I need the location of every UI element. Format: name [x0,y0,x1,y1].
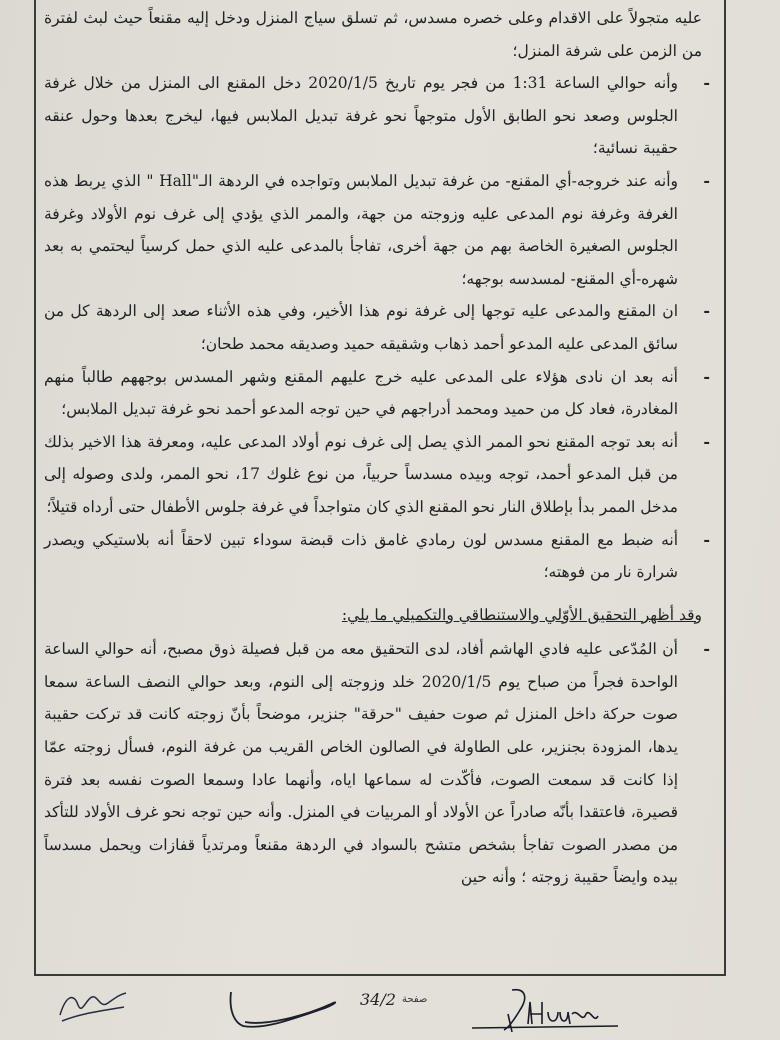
bullet-dash: - [703,529,710,549]
paragraph: - ان المقنع والمدعى عليه توجها إلى غرفة نوم هذا الأخير، وفي هذه الأثناء صعد إلى الردهة كل من سائق المدعى عليه المدعو أحمد ذهاب وشقيقه حميد وصديقه محمد طحان؛ [44,295,712,360]
signature-left [52,985,132,1030]
paragraph: - أن المُدّعى عليه فادي الهاشم أفاد، لدى التحقيق معه من قبل فصيلة ذوق مصبح، أنه حوالي الساعة الواحدة فجراً من صباح يوم 2020/1/5 خلد وزوجته إلى النوم، وبعد حوالي النصف الساعة سمعا صوت حركة داخل المنزل ثم صوت حفيف "حرقة" جنزير، موضحاً بأنّ زوجته كانت قد تركت حقيبة يدها، المزودة بجنزير، على الطاولة في الصالون الخاص القريب من غرفة النوم، فسأل زوجته عمّا إذا كانت قد سمعت الصوت، فأكّدت له سماعها اياه، وأنهما عادا وسمعا الصوت نفسه بعد فترة قصيرة، فاعتقدا بأنّه صادراً عن الأولاد أو المربيات في المنزل. وأنه حين توجه نحو غرف الأولاد للتأكد من مصدر الصوت تفاجأ بشخص متشح بالسواد في الردهة مقنعاً ومرتدياً قفازات ويحمل مسدساً بيده وايضاً حقيبة زوجته ؛ وأنه حين [44,633,712,894]
paragraph: - وأنه حوالي الساعة 1:31 من فجر يوم تاريخ 2020/1/5 دخل المقنع الى المنزل من خلال غرفة الجلوس وصعد نحو الطابق الأول متوجهاً نحو غرفة تبديل الملابس فيها، ليخرج بعدها وحول عنقه حقيبة نسائية؛ [44,67,712,165]
paragraph: - وأنه عند خروجه-أي المقنع- من غرفة تبديل الملابس وتواجده في الردهة الـ"Hall " الذي يربط هذه الغرفة وغرفة نوم المدعى عليه وزوجته من جهة، والممر الذي يؤدي إلى غرف نوم الأولاد وغرفة الجلوس الصغيرة الخاصة بهم من جهة أخرى، تفاجأ بالمدعى عليه الذي حمل كرسياً ليحتمي به بعد شهره-أي المقنع- لمسدسه بوجهه؛ [44,165,712,295]
page-label: صفحة [402,994,428,1005]
bullet-dash: - [703,431,710,451]
signature-right [468,984,628,1034]
signature-middle [225,982,345,1032]
bullet-dash: - [703,366,710,386]
paragraph: عليه متجولاً على الاقدام وعلى خصره مسدس، ثم تسلق سياج المنزل ودخل إليه مقنعاً حيث لبث لفترة من الزمن على شرفة المنزل؛ [44,9,702,60]
section-heading: وقد أظهر التحقيق الأوّلي والاستنطاقي والتكميلي ما يلي: [341,605,702,624]
document-body [44,2,712,894]
bullet-dash: - [703,301,710,321]
bullet-dash: - [703,73,710,93]
paragraph: - أنه بعد توجه المقنع نحو الممر الذي يصل إلى غرف نوم أولاد المدعى عليه، ومعرفة هذا الاخير بذلك من قبل المدعو أحمد، توجه وبيده مسدساً حربياً، من نوع غلوك 17، نحو الممر، ولدى وصوله إلى مدخل الممر بدأ بإطلاق النار نحو المقنع الذي كان متواجداً في غرفة جلوس الأطفال حتى أرداه قتيلاً؛ [44,426,712,524]
bullet-dash: - [703,170,710,190]
paragraph: - أنه بعد ان نادى هؤلاء على المدعى عليه خرج عليهم المقنع وشهر المسدس بوجههم طالباً منهم المغادرة، فعاد كل من حميد ومحمد أدراجهم في حين توجه المدعو أحمد نحو غرفة تبديل الملابس؛ [44,361,712,426]
page-number: 34/2 [360,990,396,1009]
bullet-dash: - [703,639,710,659]
paragraph: - أنه ضبط مع المقنع مسدس لون رمادي غامق ذات قبضة سوداء تبين لاحقاً أنه بلاستيكي ويصدر شرارة نار من فوهته؛ [44,524,712,589]
